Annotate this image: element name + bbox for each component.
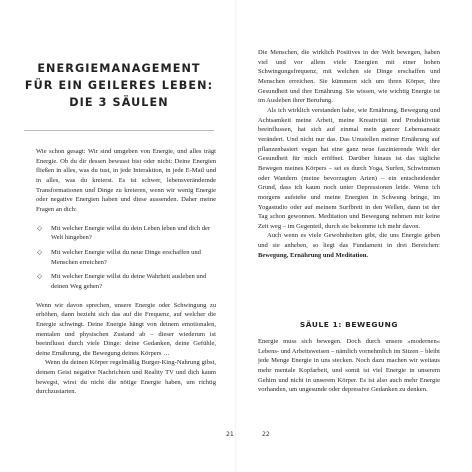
- question-list: [36, 224, 216, 292]
- diamond-bullet-icon: ◇: [37, 248, 42, 256]
- question-text: Mit welcher Energie willst du deine Wahrheit ausleben und deinen Weg gehen?: [51, 273, 207, 290]
- chapter-title-line-1: ENERGIEMANAGEMENT: [37, 62, 201, 75]
- left-body-text: [36, 147, 216, 397]
- right-body-text: [258, 48, 440, 260]
- question-text: Mit welcher Energie willst du dein Leben leben und dich der Welt hingeben?: [51, 224, 211, 242]
- right-page: [236, 0, 472, 472]
- intro-paragraph: Wie schon gesagt: Wir sind umgeben von Energie, und alles trägt Energie. Ob du dir dessen bewusst bist oder nicht: Deine Energien fließen in alles, was du tust, in jede Interaktion, in jede E-Mail und in alles, was du kreierst. Es ist schwer, lebensverändernde Transformationen und Dinge zu kreieren, wenn wir wenig Energie oder negative Energien haben und diese aussenden. Daher meine Fragen an dich:: [36, 148, 216, 213]
- question-text: Mit welcher Energie willst du neue Dinge erschaffen und Menschen erreichen?: [51, 248, 201, 266]
- page-number-right: 22: [262, 431, 270, 438]
- body-paragraph: Die Menschen, die wirklich Positives in der Welt bewegen, haben viel und vor allem viele Energien mit einer hohen Schwingungsfrequenz, mit welchen sie Dinge erschaffen und Menschen erreichen. Sie kümmern sich um ihren Körper, ihre Gesundheit und ihre Ernährung. Sie wissen, wie wichtig Energie ist im Ausleben ihrer Berufung.: [258, 49, 440, 105]
- title-divider: [24, 130, 214, 131]
- section-heading: SÄULE 1: BEWEGUNG: [299, 320, 399, 329]
- question-item: [36, 248, 216, 267]
- question-item: [36, 224, 216, 243]
- chapter-title-line-2: FÜR EIN GEILERES LEBEN:: [24, 79, 214, 92]
- chapter-title: [18, 60, 220, 111]
- diamond-bullet-icon: ◇: [37, 273, 42, 281]
- right-body-text-2: [258, 337, 440, 395]
- page-number-left: 21: [226, 431, 234, 438]
- diamond-bullet-icon: ◇: [37, 224, 42, 232]
- body-text-span: Auch wenn es viele Gewohnheiten gibt, die uns Energie geben und sie anheben, so liegt das Fundament in drei Bereichen:: [258, 232, 440, 250]
- question-item: [36, 272, 216, 291]
- body-paragraph: Wenn du deinen Körper regelmäßig Burger-King-Nahrung gibst, deinem Geist negative Nachrichten und Reality TV und dich kaum bewegst, wirst du nicht die nötige Energie haben, um richtig durchzustarten.: [36, 359, 216, 396]
- body-paragraph: Wenn wir davon sprechen, unsere Energie oder Schwingung zu erhöhen, dann bezieht sich das auf die Frequenz, auf welcher die Energie schwingt. Deine Energie hängt von deinem emotionalen, mentalen und physischen Zustand ab – dieser wiederum ist beeinflusst durch viele Dinge: deine Gedanken, deine Gefühle, deine Ernährung, die Bewegung deines Körpers …: [36, 301, 216, 357]
- body-paragraph: Energie muss sich bewegen. Doch durch unsere »modernen« Lebens- und Arbeitsweisen – nämlich vornehmlich im Sitzen – bleibt jede Menge Energie in uns stecken. Noch dazu machen wir weitaus mehr mentale Kopfarbeit, und somit ist viel Energie in unserem Gehirn und nicht in unserem Körper. Es ist also auch mehr Energie vorhanden, um ungesunde oder depressive Gedanken zu denken.: [258, 338, 440, 394]
- body-paragraph: Als ich wirklich verstanden habe, wie Ernährung, Bewegung und Achtsamkeit meine Arbeit, meine Kreativität und Produktivität beeinflussen, hat sich auf einmal mein ganzer Lebensansatz verändert. Und nicht nur das. Das Umstellen meiner Ernährung auf pflanzenbasiert vegan hat eine ganz neue faszinierende Welt der Gesundheit für mich eröffnet. Darüber hinaus ist das tägliche Bewegen meines Körpers – sei es durch Yoga, Surfen, Schwimmen oder Wandern (meine bevorzugten Arten) – ein entscheidender Grund, dass ich kaum noch unter Depressionen leide. Wenn ich morgens aufstehe und meine Energien in Schwung bringe, im Yogastudio oder auf meinem Surfbrett in den Wellen, dann ist der Tag schon gewonnen. Meditation und Bewegung nehmen mir keine Zeit weg – im Gegenteil, durch sie bekomme ich mehr davon.: [258, 106, 440, 230]
- chapter-title-line-3: DIE 3 SÄULEN: [69, 96, 169, 109]
- body-paragraph: [258, 231, 440, 260]
- bold-emphasis: Bewegung, Ernährung und Meditation.: [258, 251, 369, 259]
